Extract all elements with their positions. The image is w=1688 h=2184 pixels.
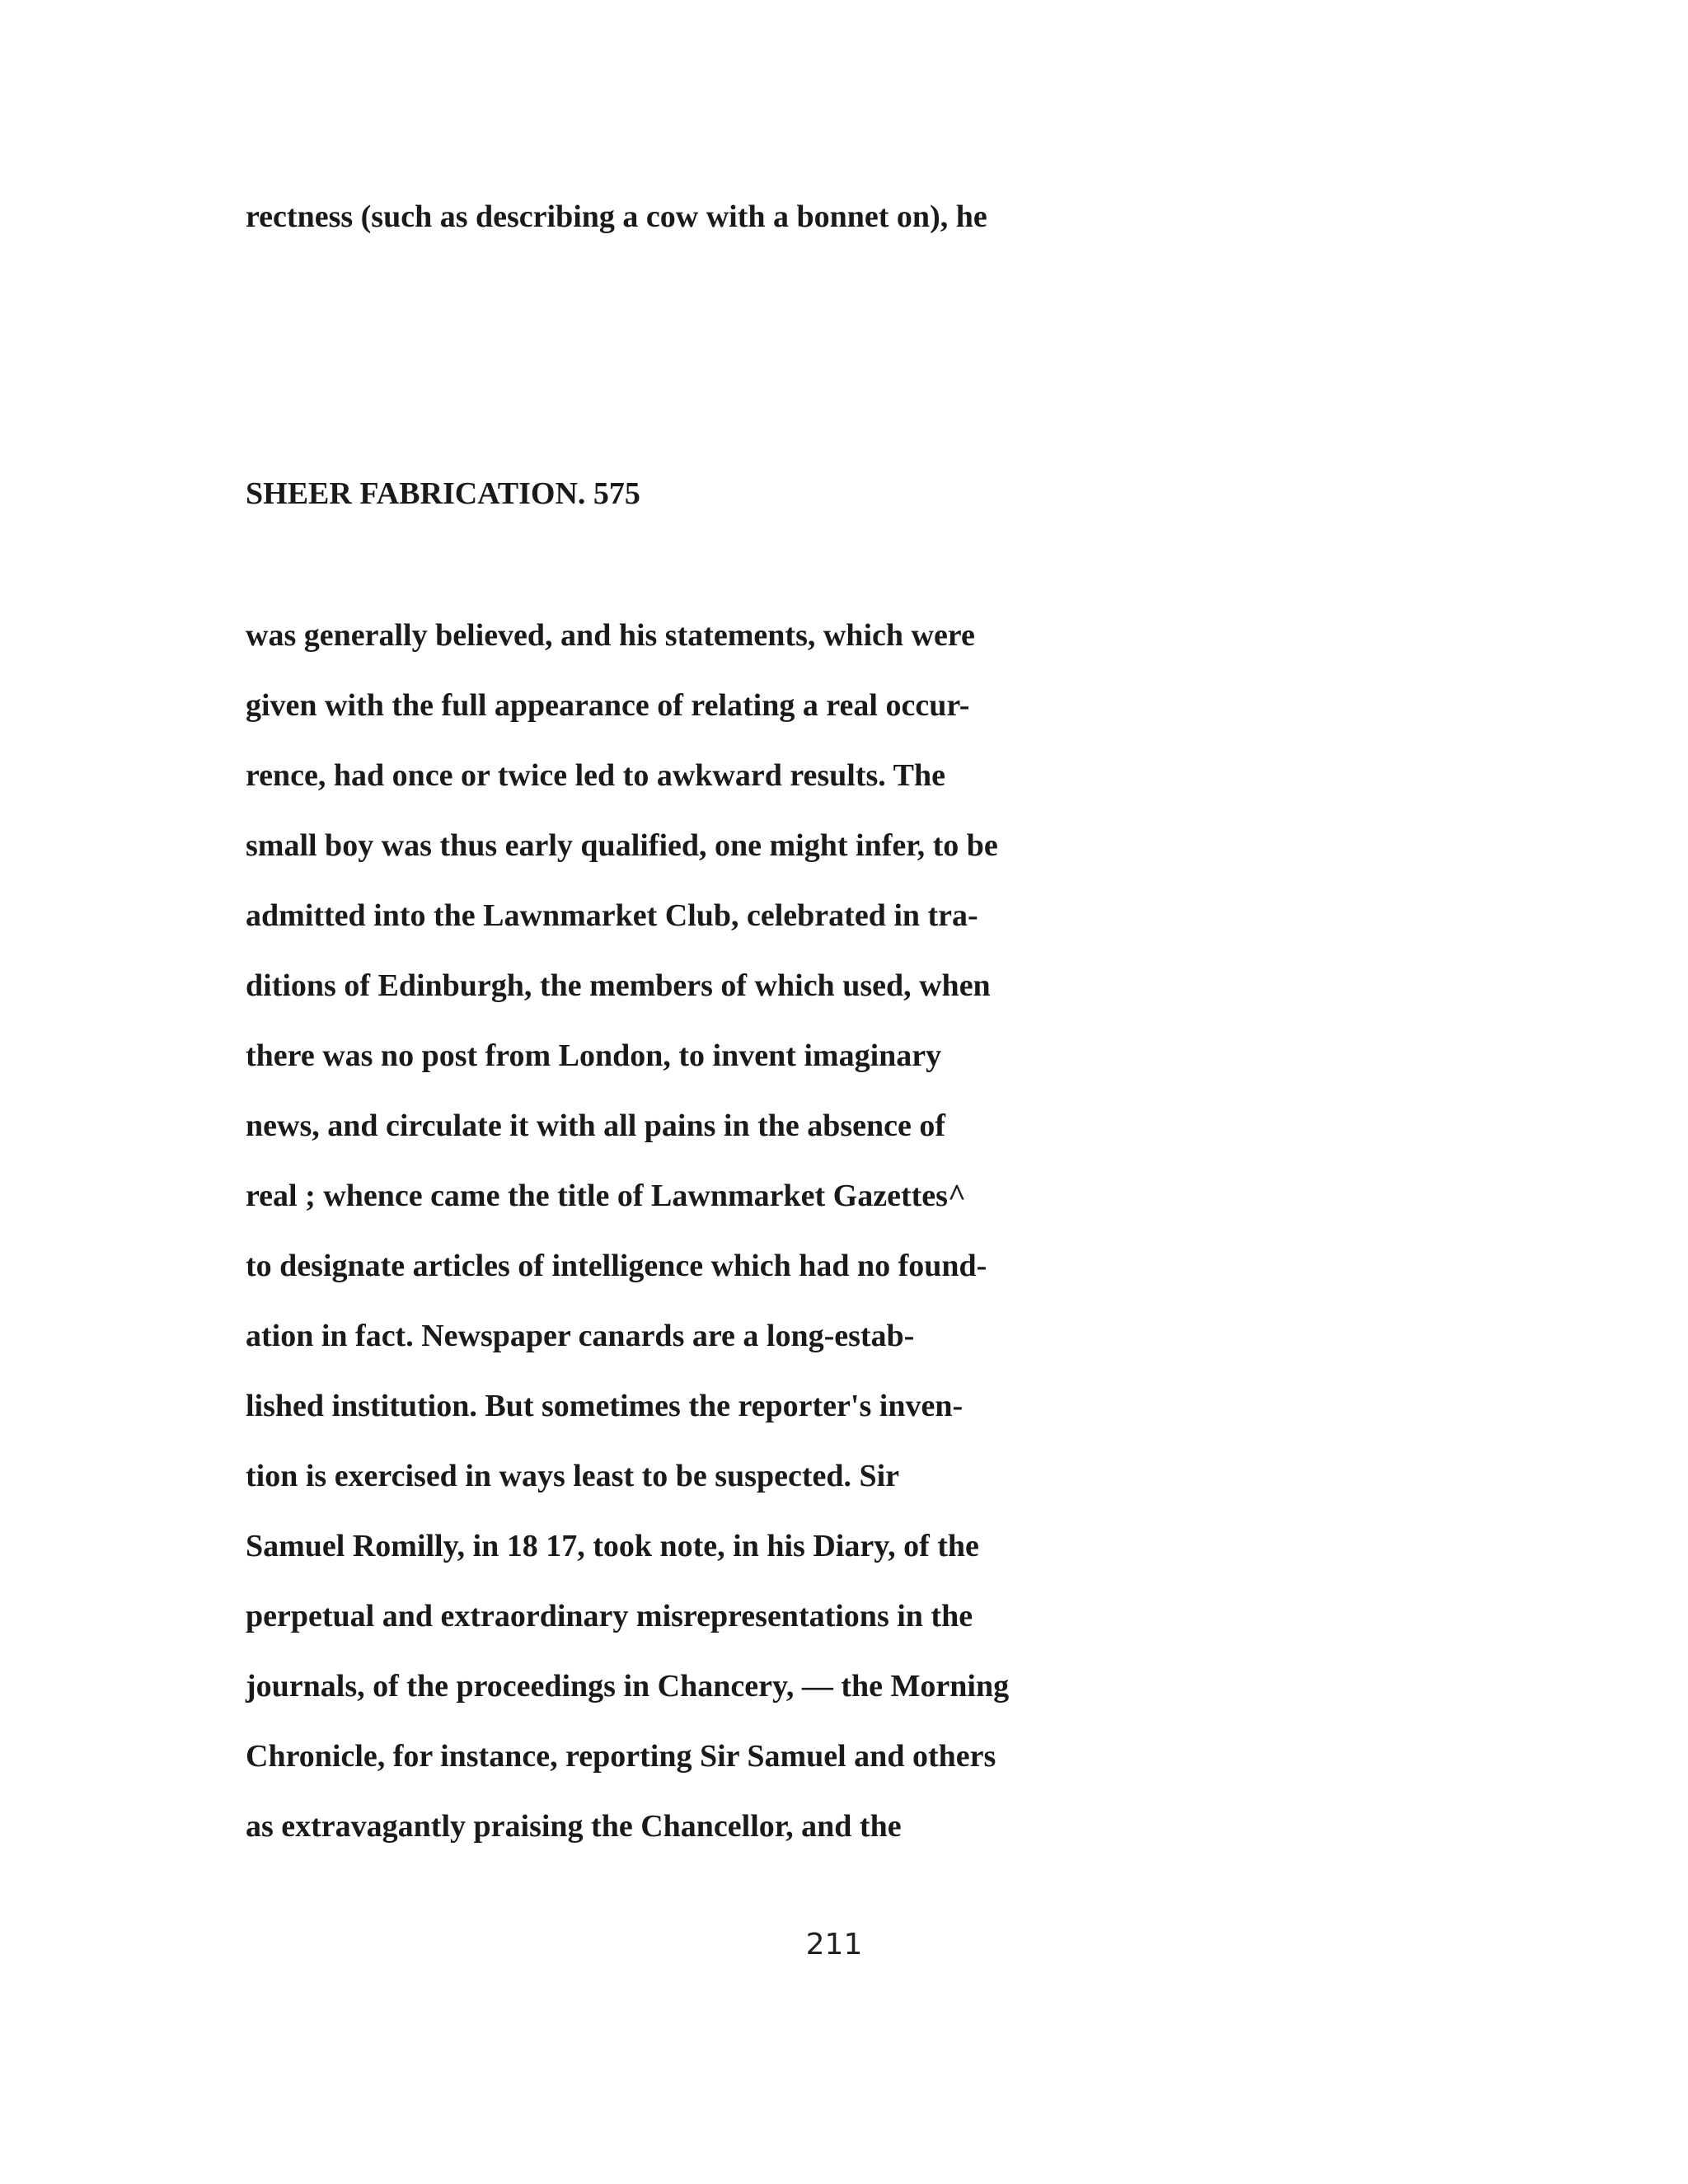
body-line: lished institution. But sometimes the reporter's inven- [246, 1389, 964, 1423]
body-line: was generally believed, and his statements, which were [246, 618, 975, 653]
body-line: as extravagantly praising the Chancellor, and the [246, 1809, 902, 1844]
body-line: Samuel Romilly, in 18 17, took note, in his Diary, of the [246, 1529, 979, 1563]
body-line: Chronicle, for instance, reporting Sir Samuel and others [246, 1739, 996, 1774]
body-line: given with the full appearance of relating a real occur- [246, 688, 970, 723]
body-line: tion is exercised in ways least to be suspected. Sir [246, 1459, 900, 1493]
body-line: small boy was thus early qualified, one might infer, to be [246, 828, 998, 863]
body-line: ation in fact. Newspaper canards are a long-estab- [246, 1319, 915, 1353]
body-line: journals, of the proceedings in Chancery, — the Morning [246, 1669, 1010, 1704]
body-line: real ; whence came the title of Lawnmarket Gazettes^ [246, 1179, 966, 1213]
body-line: news, and circulate it with all pains in the absence of [246, 1108, 946, 1143]
body-line: to designate articles of intelligence which had no found- [246, 1249, 987, 1283]
body-line: perpetual and extraordinary misrepresentations in the [246, 1599, 973, 1633]
running-head: SHEER FABRICATION. 575 [246, 476, 640, 511]
body-line: rence, had once or twice led to awkward results. The [246, 758, 945, 793]
body-line: admitted into the Lawnmarket Club, celebrated in tra- [246, 898, 978, 933]
body-line: ditions of Edinburgh, the members of which used, when [246, 968, 991, 1003]
body-line: there was no post from London, to invent imaginary [246, 1038, 942, 1073]
page-number: 211 [805, 1928, 863, 1961]
opening-line: rectness (such as describing a cow with a bonnet on), he [246, 199, 987, 234]
